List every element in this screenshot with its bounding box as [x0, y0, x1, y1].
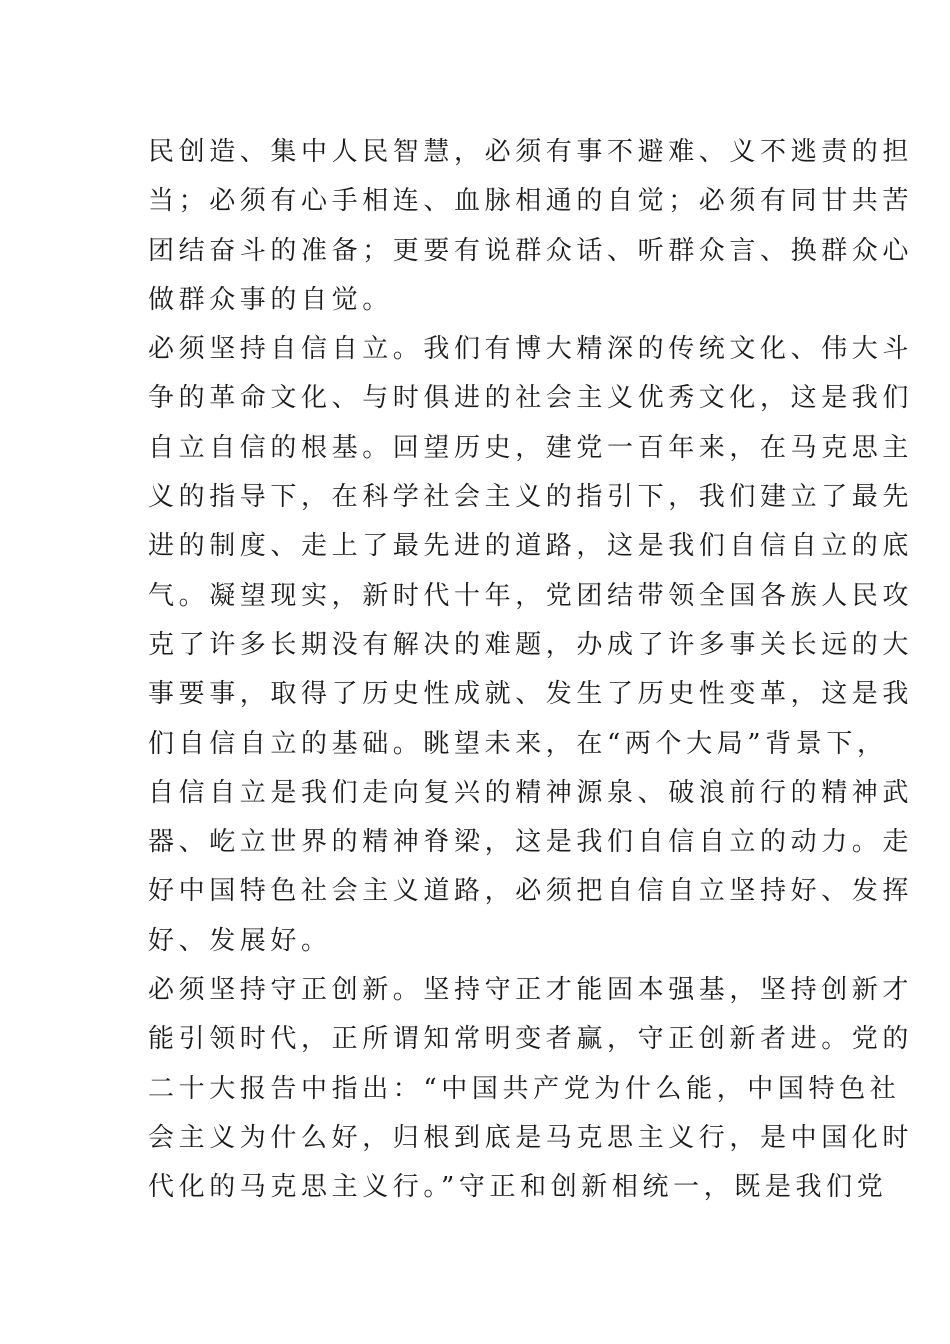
text-line: 自立自信的根基。回望历史，建党一百年来，在马克思主: [148, 432, 914, 463]
text-line: 好、发展好。: [148, 925, 332, 956]
text-line: 进的制度、走上了最先进的道路，这是我们自信自立的底: [148, 531, 914, 562]
text-line: 民创造、集中人民智慧，必须有事不避难、义不逃责的担: [148, 137, 914, 167]
text-line: 们自信自立的基础。眺望未来，在“两个大局”背景下，: [148, 728, 888, 759]
text-line: 做群众事的自觉。: [148, 284, 393, 315]
text-line: 克了许多长期没有解决的难题，办成了许多事关长远的大: [148, 629, 914, 660]
text-line: 义的指导下，在科学社会主义的指引下，我们建立了最先: [148, 482, 914, 513]
text-line: 好中国特色社会主义道路，必须把自信自立坚持好、发挥: [148, 876, 914, 907]
text-line: 自信自立是我们走向复兴的精神源泉、破浪前行的精神武: [148, 777, 914, 808]
text-line: 当；必须有心手相连、血脉相通的自觉；必须有同甘共苦: [148, 186, 914, 217]
text-line: 器、屹立世界的精神脊梁，这是我们自信自立的动力。走: [148, 827, 914, 858]
text-line: 争的革命文化、与时俱进的社会主义优秀文化，这是我们: [148, 383, 914, 414]
text-line: 能引领时代，正所谓知常明变者赢，守正创新者进。党的: [148, 1024, 914, 1055]
text-line: 事要事，取得了历史性成就、发生了历史性变革，这是我: [148, 679, 914, 710]
paragraph-start-line: 必须坚持自信自立。我们有博大精深的传统文化、伟大斗: [148, 334, 914, 365]
text-line: 气。凝望现实，新时代十年，党团结带领全国各族人民攻: [148, 580, 914, 611]
text-line: 会主义为什么好，归根到底是马克思主义行，是中国化时: [148, 1122, 914, 1153]
paragraph-start-line: 必须坚持守正创新。坚持守正才能固本强基，坚持创新才: [148, 975, 914, 1006]
text-line: 团结奋斗的准备；更要有说群众话、听群众言、换群众心: [148, 235, 914, 266]
text-line: 代化的马克思主义行。”守正和创新相统一，既是我们党: [148, 1172, 888, 1203]
body-text: [148, 128, 914, 1213]
text-line: 二十大报告中指出：“中国共产党为什么能，中国特色社: [148, 1073, 901, 1104]
